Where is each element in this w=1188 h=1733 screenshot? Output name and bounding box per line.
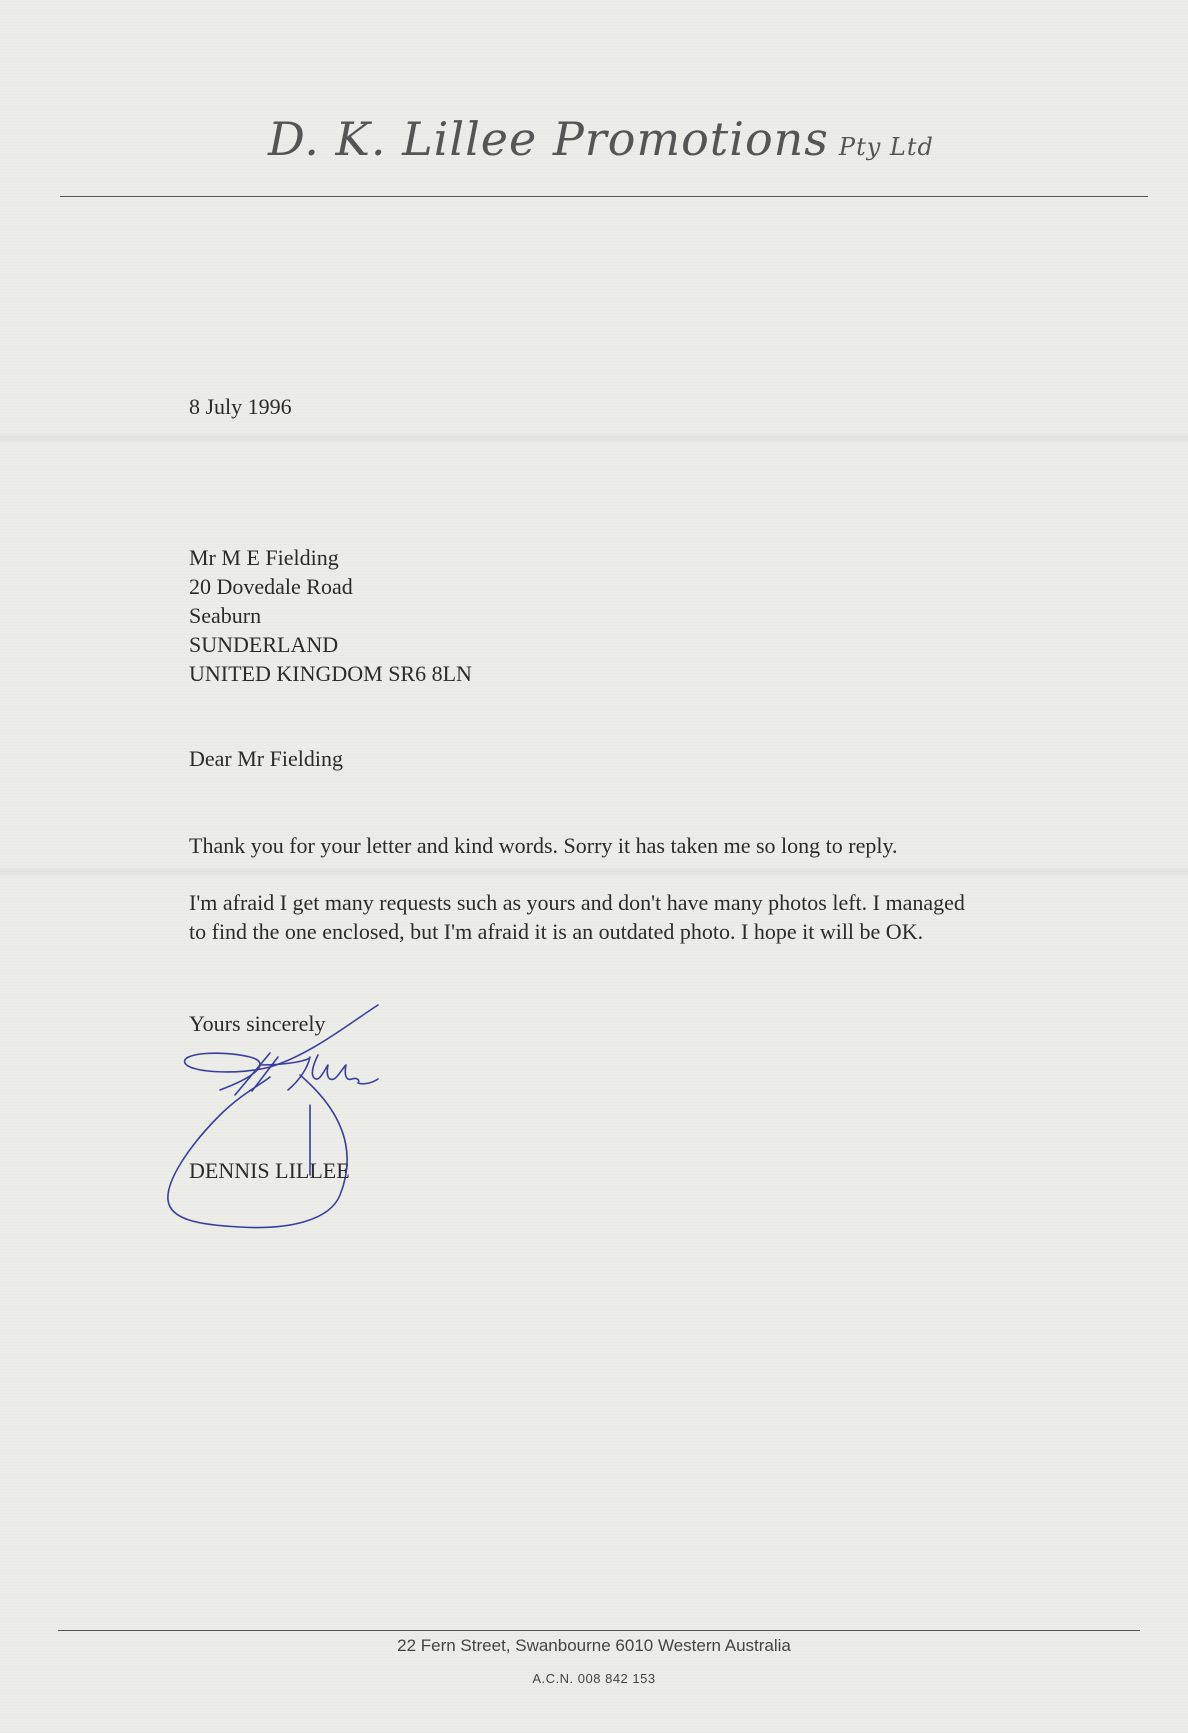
recipient-street: 20 Dovedale Road bbox=[189, 574, 353, 599]
closing: Yours sincerely bbox=[189, 1011, 326, 1036]
letterhead bbox=[268, 112, 968, 166]
recipient-city: SUNDERLAND bbox=[189, 632, 339, 657]
footer-divider bbox=[58, 1630, 1140, 1631]
body-paragraph-1: Thank you for your letter and kind words. Sorry it has taken me so long to reply. bbox=[189, 833, 898, 858]
body-paragraph-2 bbox=[189, 888, 965, 946]
recipient-country: UNITED KINGDOM SR6 8LN bbox=[189, 661, 472, 686]
handwritten-signature bbox=[160, 995, 410, 1240]
body-paragraph-2-line-2: to find the one enclosed, but I'm afraid it is an outdated photo. I hope it will be OK. bbox=[189, 919, 924, 944]
letterhead-company: D. K. Lillee Promotions bbox=[268, 112, 829, 166]
body-paragraph-2-line-1: I'm afraid I get many requests such as yours and don't have many photos left. I managed bbox=[189, 890, 965, 915]
signer-name: DENNIS LILLEE bbox=[189, 1158, 350, 1183]
recipient-name: Mr M E Fielding bbox=[189, 545, 339, 570]
footer-address: 22 Fern Street, Swanbourne 6010 Western Australia bbox=[397, 1636, 791, 1655]
recipient-locality: Seaburn bbox=[189, 603, 262, 628]
letterhead-divider bbox=[60, 196, 1148, 197]
recipient-address bbox=[189, 543, 472, 688]
footer-acn: A.C.N. 008 842 153 bbox=[532, 1671, 656, 1686]
letter-date: 8 July 1996 bbox=[189, 394, 292, 419]
salutation: Dear Mr Fielding bbox=[189, 746, 343, 771]
letterhead-suffix: Pty Ltd bbox=[838, 133, 934, 161]
